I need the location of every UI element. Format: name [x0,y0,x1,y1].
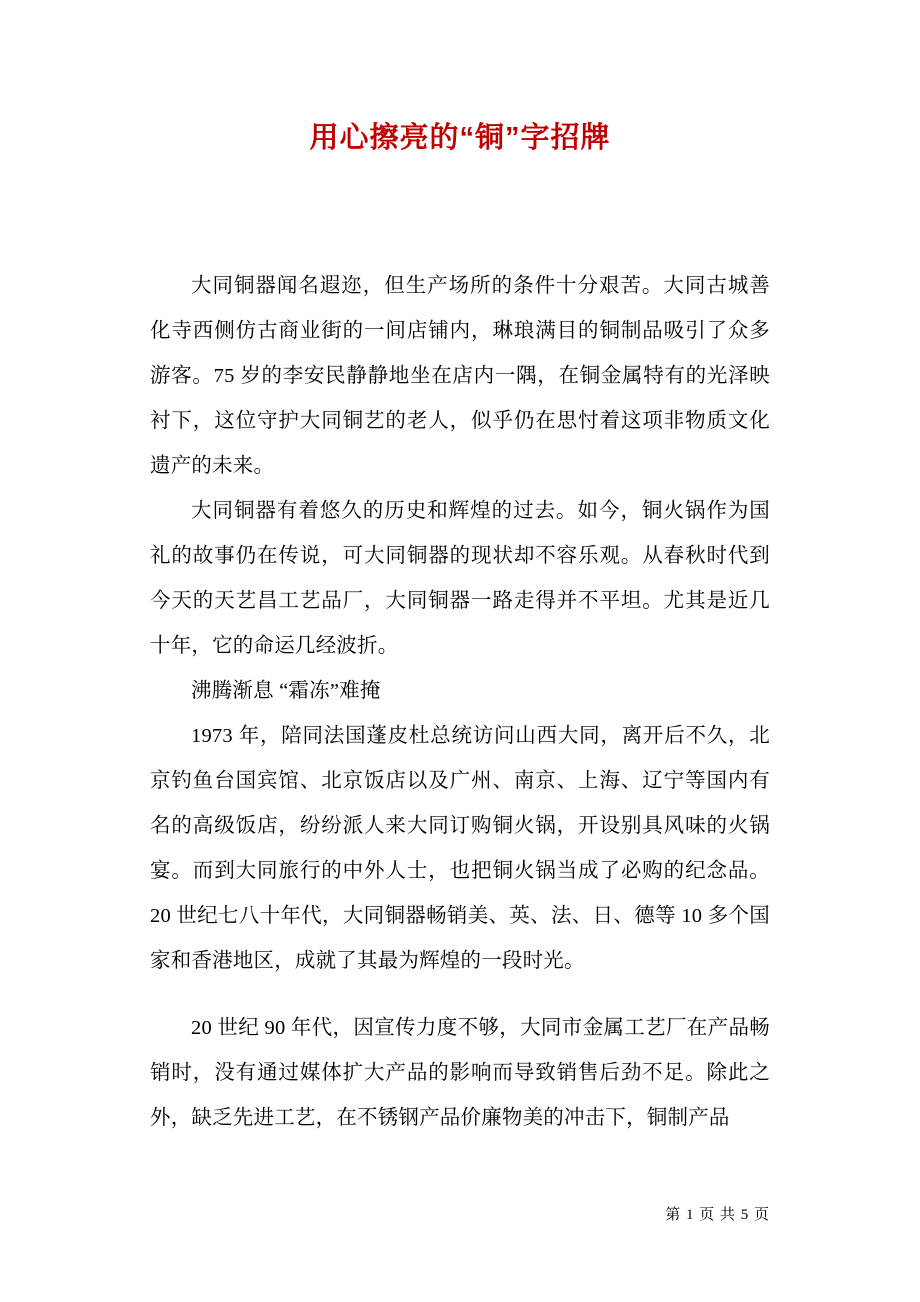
paragraph-4: 1973 年，陪同法国蓬皮杜总统访问山西大同，离开后不久，北京钓鱼台国宾馆、北京饭店以及广州、南京、上海、辽宁等国内有名的高级饭店，纷纷派人来大同订购铜火锅，开设别具风味的火锅宴。而到大同旅行的中外人士，也把铜火锅当成了必购的纪念品。20 世纪七八十年代，大同铜器畅销美、英、法、日、德等 10 多个国家和香港地区，成就了其最为辉煌的一段时光。 [150,724,770,972]
page-title: 用心擦亮的“铜”字招牌 [309,122,611,154]
paragraph-1: 大同铜器闻名遐迩，但生产场所的条件十分艰苦。大同古城善化寺西侧仿古商业街的一间店铺内，琳琅满目的铜制品吸引了众多游客。75 岁的李安民静静地坐在店内一隅，在铜金属特有的光泽映衬下，这位守护大同铜艺的老人，似乎仍在思忖着这项非物质文化遗产的未来。 [150,274,770,477]
paragraph-5: 20 世纪 90 年代，因宣传力度不够，大同市金属工艺厂在产品畅销时，没有通过媒体扩大产品的影响而导致销售后劲不足。除此之外，缺乏先进工艺，在不锈钢产品价廉物美的冲击下，铜制产品 [150,1016,770,1129]
document-body [150,264,770,1141]
page-number-footer: 第 1 页 共 5 页 [665,1207,770,1223]
paragraph-2: 大同铜器有着悠久的历史和辉煌的过去。如今，铜火锅作为国礼的故事仍在传说，可大同铜器的现状却不容乐观。从春秋时代到今天的天艺昌工艺品厂，大同铜器一路走得并不平坦。尤其是近几十年，它的命运几经波折。 [150,499,770,657]
paragraph-subheading: 沸腾渐息 “霜冻”难掩 [191,679,381,702]
